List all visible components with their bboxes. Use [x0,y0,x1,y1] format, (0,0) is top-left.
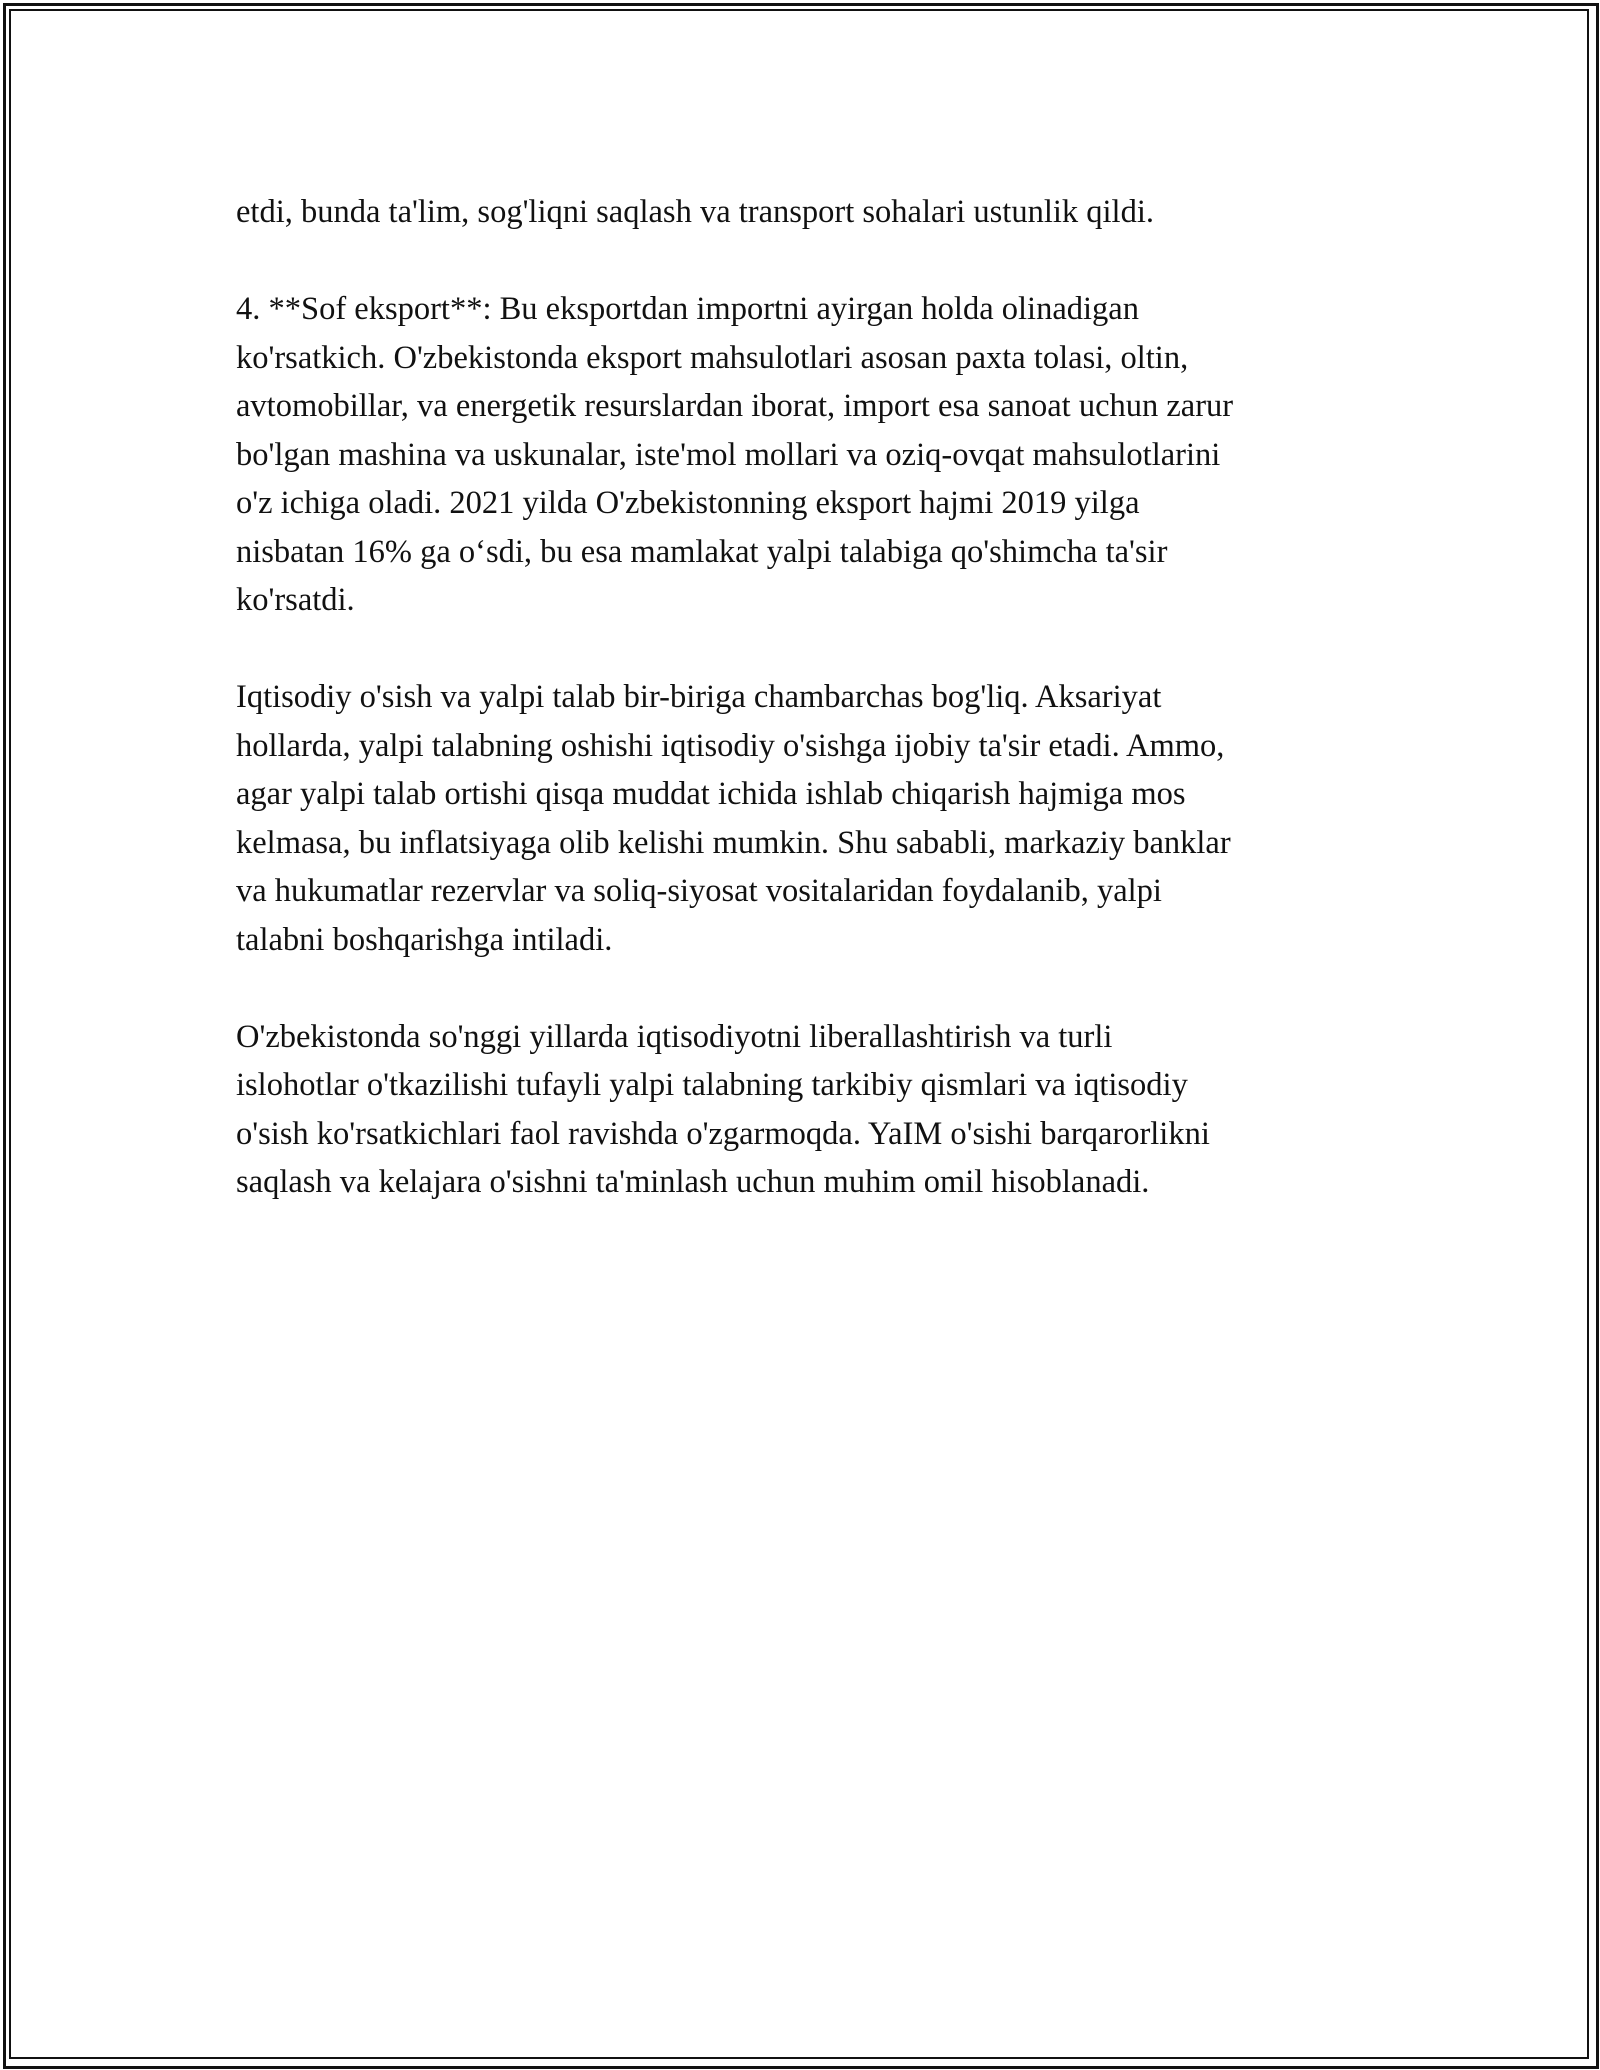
paragraph-continuation: etdi, bunda ta'lim, sog'liqni saqlash va transport sohalari ustunlik qildi. [236,194,1154,230]
document-body [236,188,1386,1255]
paragraph-net-export: 4. **Sof eksport**: Bu eksportdan importni ayirgan holda olinadigan ko'rsatkich. O'zbekistonda eksport mahsulotlari asosan paxta tolasi, oltin, avtomobillar, va energetik resurslardan iborat, import esa sanoat uchun zarur bo'lgan mashina va uskunalar, iste'mol mollari va oziq-ovqat mahsulotlarini o'z ichiga oladi. 2021 yilda O'zbekistonning eksport hajmi 2019 yilga nisbatan 16% ga o‘sdi, bu esa mamlakat yalpi talabiga qo'shimcha ta'sir ko'rsatdi. [236,291,1234,618]
paragraph-growth-and-demand: Iqtisodiy o'sish va yalpi talab bir-biriga chambarchas bog'liq. Aksariyat hollarda, yalpi talabning oshishi iqtisodiy o'sishga ijobiy ta'sir etadi. Ammo, agar yalpi talab ortishi qisqa muddat ichida ishlab chiqarish hajmiga mos kelmasa, bu inflatsiyaga olib kelishi mumkin. Shu sababli, markaziy banklar va hukumatlar rezervlar va soliq-siyosat vositalaridan foydalanib, yalpi talabni boshqarishga intiladi. [236,679,1231,958]
paragraph-uzbekistan-reforms: O'zbekistonda so'nggi yillarda iqtisodiyotni liberallashtirish va turli islohotlar o'tkazilishi tufayli yalpi talabning tarkibiy qismlari va iqtisodiy o'sish ko'rsatkichlari faol ravishda o'zgarmoqda. YaIM o'sishi barqarorlikni saqlash va kelajara o'sishni ta'minlash uchun muhim omil hisoblanadi. [236,1018,1210,1200]
